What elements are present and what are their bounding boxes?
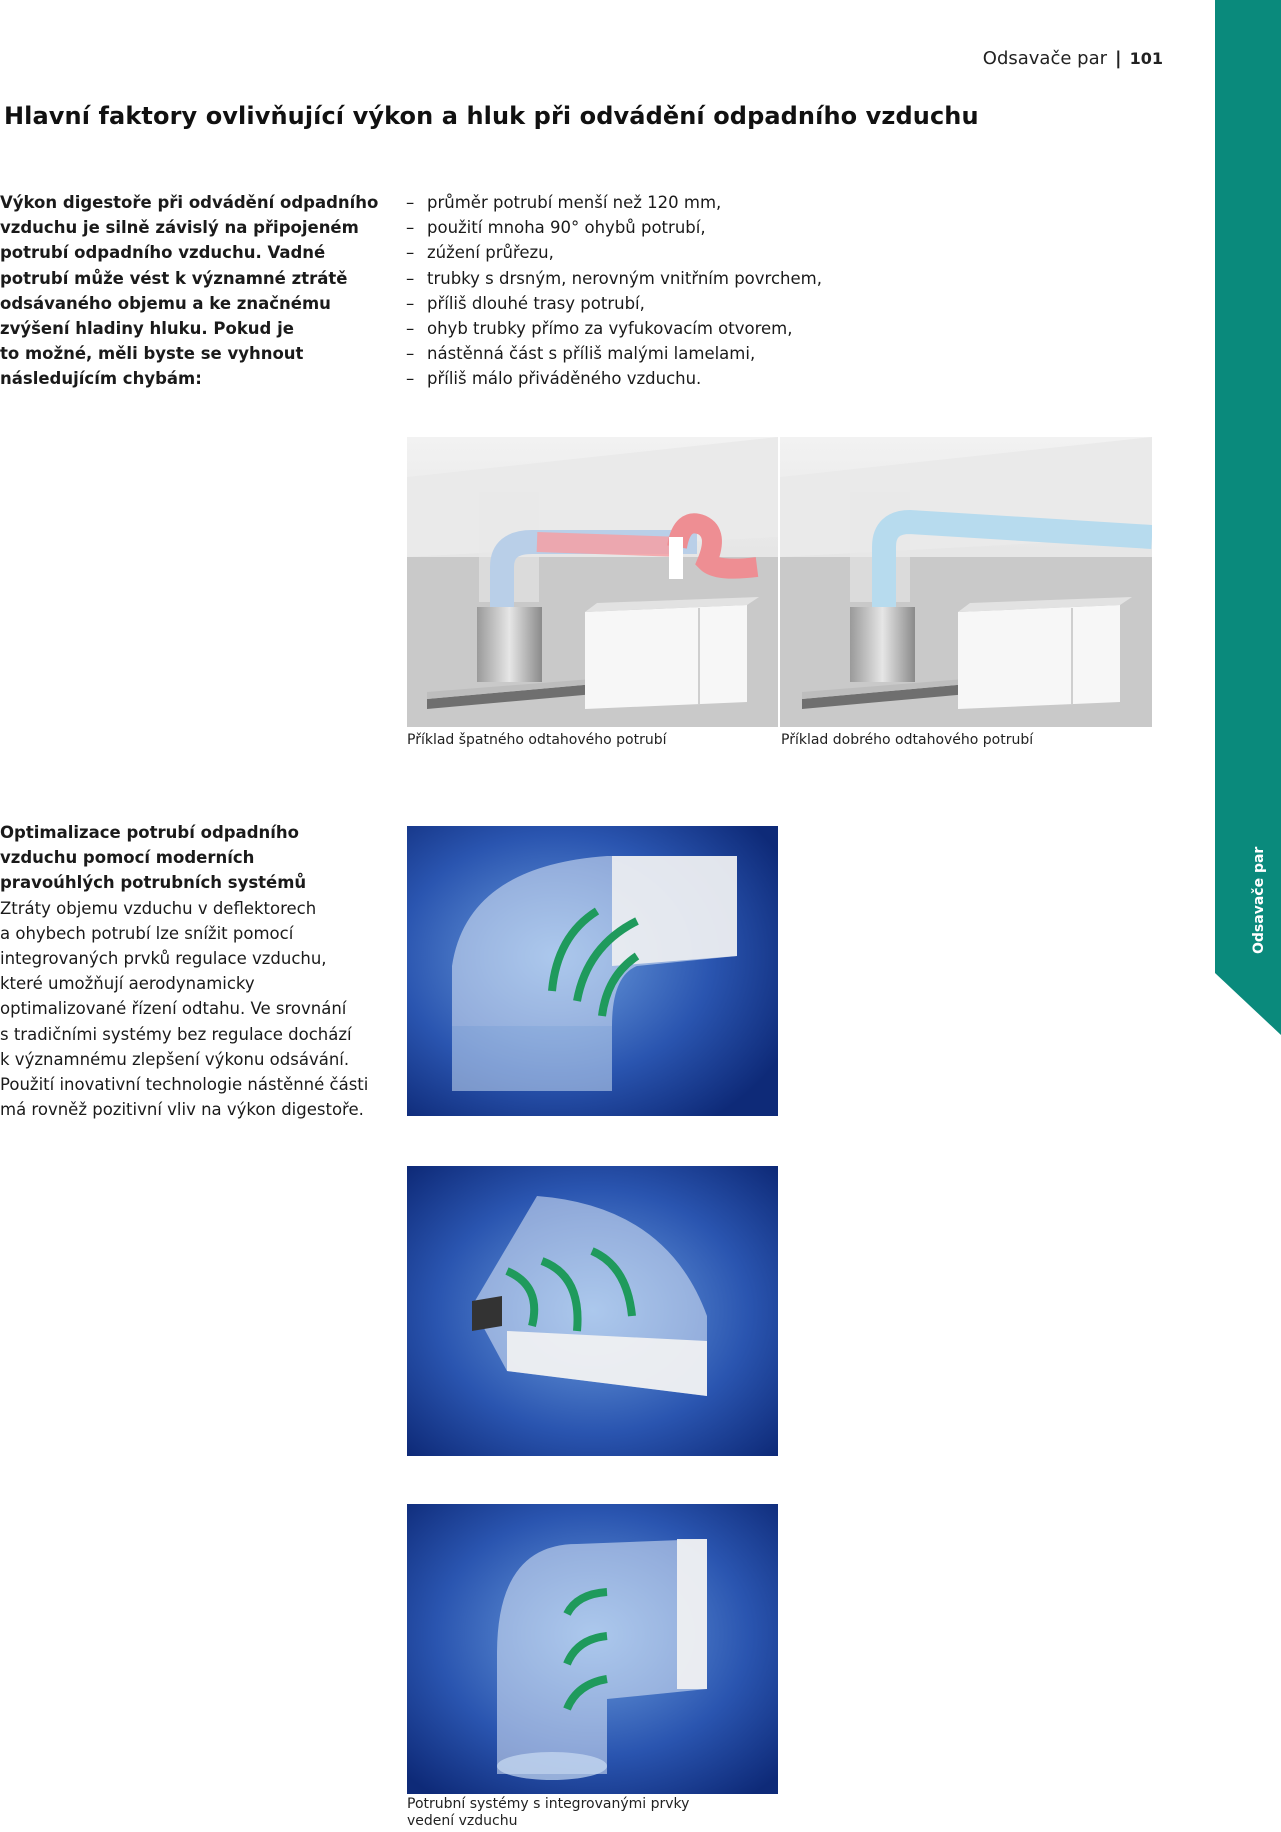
list-item: – nástěnná část s příliš malými lamelami, xyxy=(406,341,822,366)
mistakes-list xyxy=(406,190,822,392)
caption-good: Příklad dobrého odtahového potrubí xyxy=(781,732,1034,748)
intro-line: potrubí odpadního vzduchu. Vadné xyxy=(0,243,326,263)
body-line: má rovněž pozitivní vliv na výkon digestoře. xyxy=(0,1100,364,1120)
bad-duct-image xyxy=(407,437,778,727)
body-line: optimalizované řízení odtahu. Ve srovnání xyxy=(0,999,347,1019)
section-heading-line: pravoúhlých potrubních systémů xyxy=(0,873,307,893)
caption-line: Potrubní systémy s integrovanými prvky xyxy=(407,1796,690,1812)
intro-line: vzduchu je silně závislý na připojeném xyxy=(0,218,359,238)
page-title: Hlavní faktory ovlivňující výkon a hluk při odvádění odpadního vzduchu xyxy=(4,102,979,130)
body-line: Ztráty objemu vzduchu v deflektorech xyxy=(0,898,317,918)
header-separator: | xyxy=(1115,48,1122,69)
optimization-section xyxy=(0,820,380,1122)
list-item: – příliš málo přiváděného vzduchu. xyxy=(406,366,822,391)
running-header xyxy=(983,48,1163,69)
intro-paragraph xyxy=(0,190,380,392)
intro-line: následujícím chybám: xyxy=(0,369,202,389)
intro-line: Výkon digestoře při odvádění odpadního xyxy=(0,193,379,212)
duct-bend-render-3 xyxy=(407,1504,778,1794)
intro-line: odsávaného objemu a ke značnému xyxy=(0,293,331,313)
list-item: – příliš dlouhé trasy potrubí, xyxy=(406,291,822,316)
section-name: Odsavače par xyxy=(982,48,1108,69)
duct-bend-render-2 xyxy=(407,1166,778,1456)
list-item: – trubky s drsným, nerovným vnitřním povrchem, xyxy=(406,266,822,291)
list-item: – ohyb trubky přímo za vyfukovacím otvorem, xyxy=(406,316,822,341)
body-line: s tradičními systémy bez regulace dochází xyxy=(0,1024,352,1044)
body-line: které umožňují aerodynamicky xyxy=(0,974,255,994)
caption-bad: Příklad špatného odtahového potrubí xyxy=(407,732,667,748)
body-line: k významnému zlepšení výkonu odsávání. xyxy=(0,1049,350,1069)
intro-line: potrubí může vést k významné ztrátě xyxy=(0,268,348,288)
caption-duct-systems xyxy=(407,1796,689,1830)
side-tab-label: Odsavače par xyxy=(1251,846,1267,954)
section-heading-line: Optimalizace potrubí odpadního xyxy=(0,823,299,842)
list-item: – zúžení průřezu, xyxy=(406,240,822,265)
duct-bend-render-1 xyxy=(407,826,778,1116)
intro-line: to možné, měli byste se vyhnout xyxy=(0,344,304,364)
list-item: – použití mnoha 90° ohybů potrubí, xyxy=(406,215,822,240)
caption-line: vedení vzduchu xyxy=(407,1813,518,1829)
section-heading-line: vzduchu pomocí moderních xyxy=(0,848,255,868)
body-line: Použití inovativní technologie nástěnné části xyxy=(0,1075,369,1095)
page-number: 101 xyxy=(1129,49,1163,68)
list-item: – průměr potrubí menší než 120 mm, xyxy=(406,190,822,215)
section-side-tab xyxy=(1215,0,1281,1035)
body-line: a ohybech potrubí lze snížit pomocí xyxy=(0,923,294,943)
good-duct-image xyxy=(780,437,1152,727)
intro-line: zvýšení hladiny hluku. Pokud je xyxy=(0,319,294,339)
body-line: integrovaných prvků regulace vzduchu, xyxy=(0,949,327,969)
